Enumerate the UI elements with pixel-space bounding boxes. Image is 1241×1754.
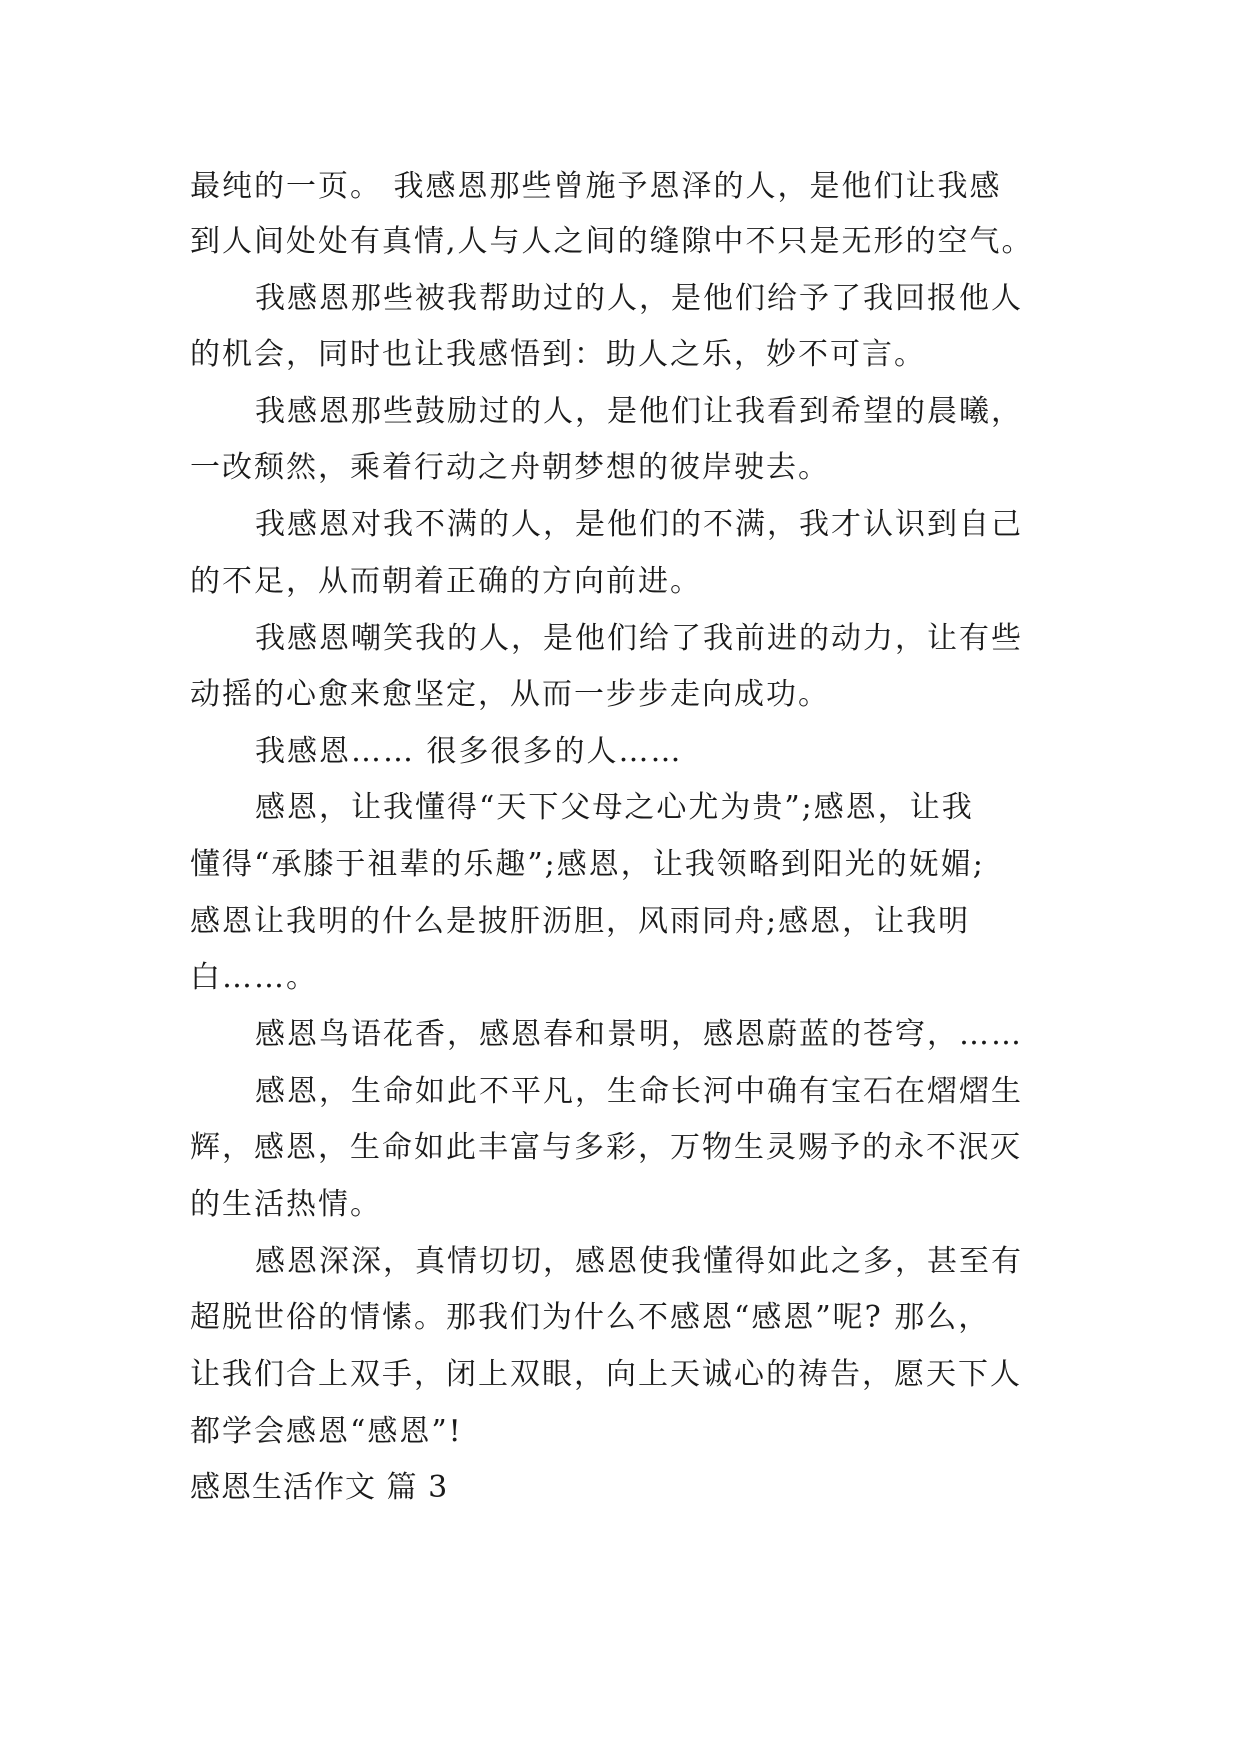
paragraph-line: 都学会感恩“感恩”! <box>190 1414 463 1449</box>
paragraph-line: 懂得“承膝于祖辈的乐趣”;感恩，让我领略到阳光的妩媚; <box>190 847 985 882</box>
paragraph-line: 我感恩那些鼓励过的人，是他们让我看到希望的晨曦， <box>255 394 1023 429</box>
paragraph-line: 辉，感恩，生命如此丰富与多彩，万物生灵赐予的永不泯灭 <box>190 1130 1022 1165</box>
paragraph-line: 我感恩那些被我帮助过的人，是他们给予了我回报他人 <box>255 281 1023 316</box>
paragraph-line: 感恩鸟语花香，感恩春和景明，感恩蔚蓝的苍穹，…… <box>255 1017 1023 1052</box>
paragraph-line: 的不足，从而朝着正确的方向前进。 <box>190 564 702 599</box>
paragraph-line: 最纯的一页。 我感恩那些曾施予恩泽的人，是他们让我感 <box>190 169 1002 204</box>
paragraph-line: 感恩，生命如此不平凡，生命长河中确有宝石在熠熠生 <box>255 1074 1023 1109</box>
paragraph-line: 到人间处处有真情,人与人之间的缝隙中不只是无形的空气。 <box>190 224 1034 259</box>
paragraph-line: 的机会，同时也让我感悟到：助人之乐，妙不可言。 <box>190 337 926 372</box>
paragraph-line: 感恩深深，真情切切，感恩使我懂得如此之多，甚至有 <box>255 1244 1023 1279</box>
paragraph-line: 我感恩…… 很多很多的人…… <box>255 734 683 769</box>
paragraph-line: 动摇的心愈来愈坚定，从而一步步走向成功。 <box>190 677 830 712</box>
paragraph-line: 的生活热情。 <box>190 1187 382 1222</box>
paragraph-line: 让我们合上双手，闭上双眼，向上天诚心的祷告，愿天下人 <box>190 1357 1022 1392</box>
paragraph-line: 超脱世俗的情愫。那我们为什么不感恩“感恩”呢? 那么， <box>190 1300 991 1335</box>
paragraph-line: 感恩让我明的什么是披肝沥胆，风雨同舟;感恩，让我明 <box>190 904 971 939</box>
paragraph-line: 感恩，让我懂得“天下父母之心尤为贵”;感恩，让我 <box>255 790 974 825</box>
paragraph-line: 白……。 <box>190 960 318 995</box>
section-heading: 感恩生活作文 篇 3 <box>190 1470 449 1505</box>
paragraph-line: 我感恩对我不满的人，是他们的不满，我才认识到自己 <box>255 507 1023 542</box>
paragraph-line: 我感恩嘲笑我的人，是他们给了我前进的动力，让有些 <box>255 621 1023 656</box>
paragraph-line: 一改颓然，乘着行动之舟朝梦想的彼岸驶去。 <box>190 450 830 485</box>
